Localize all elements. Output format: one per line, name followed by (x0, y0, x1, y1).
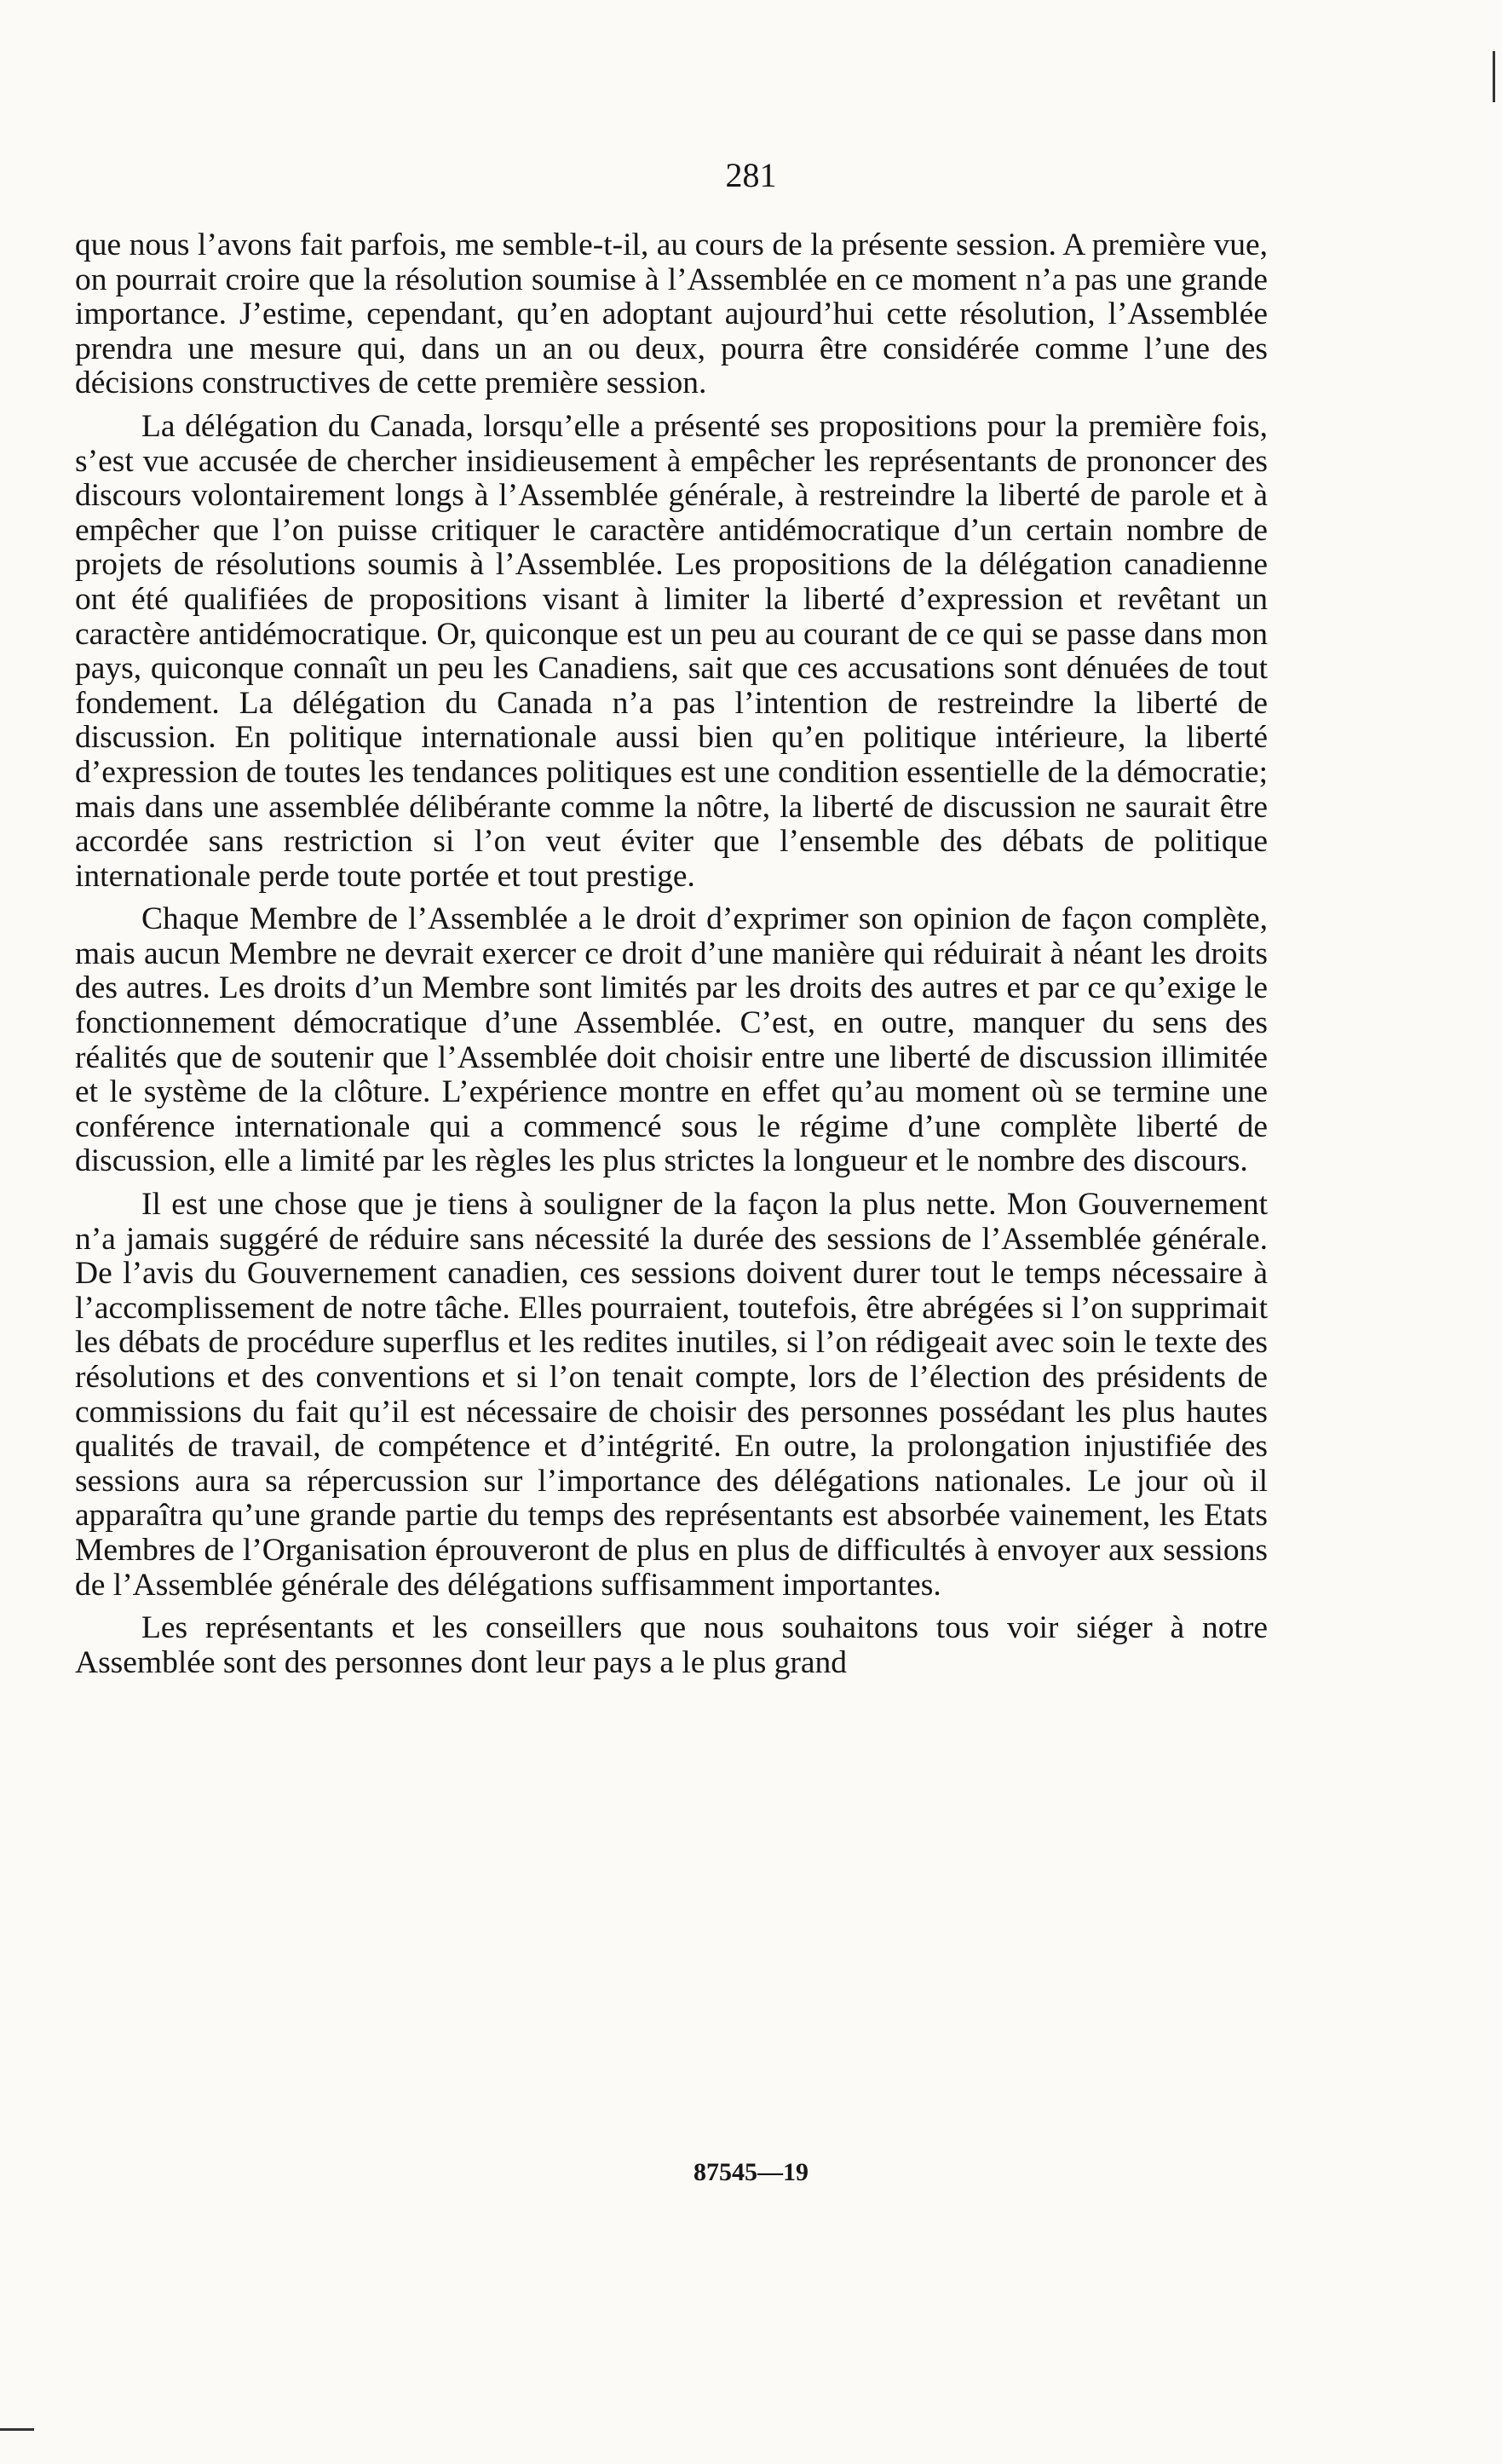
printer-signature-mark: 87545—19 (693, 2158, 809, 2186)
paragraph-4: Il est une chose que je tiens à souligner de la façon la plus nette. Mon Gouvernement n’a jamais suggéré de réduire sans nécessité la durée des sessions de l’Assemblée générale. De l’avis du Gouvernement canadien, ces sessions doivent durer tout le temps nécessaire à l’accomplissement de notre tâche. Elles pourraient, toutefois, être abrégées si l’on supprimait les débats de procédure superflus et les redites inutiles, si l’on rédigeait avec soin le texte des résolutions et des conventions et si l’on tenait compte, lors de l’élection des présidents de commissions du fait qu’il est nécessaire de choisir des personnes possédant les plus hautes qualités de travail, de compétence et d’intégrité. En outre, la prolongation injustifiée des sessions aura sa répercussion sur l’importance des délégations nationales. Le jour où il apparaîtra qu’une grande partie du temps des représentants est absorbée vainement, les Etats Membres de l’Organisation éprouveront de plus en plus de difficultés à envoyer aux sessions de l’Assemblée générale des délégations suffisamment importantes. (75, 1187, 1268, 1603)
paragraph-1: que nous l’avons fait parfois, me semble-t-il, au cours de la présente session. A première vue, on pourrait croire que la résolution soumise à l’Assemblée en ce moment n’a pas une grande importance. J’estime, cependant, qu’en adoptant aujourd’hui cette résolution, l’Assemblée prendra une mesure qui, dans un an ou deux, pourra être considérée comme l’une des décisions constructives de cette première session. (75, 227, 1268, 401)
paragraph-3: Chaque Membre de l’Assemblée a le droit d’exprimer son opinion de façon complète, mais aucun Membre ne devrait exercer ce droit d’une manière qui réduirait à néant les droits des autres. Les droits d’un Membre sont limités par les droits des autres et par ce qu’exige le fonctionnement démocratique d’une Assemblée. C’est, en outre, manquer du sens des réalités que de soutenir que l’Assemblée doit choisir entre une liberté de discussion illimitée et le système de la clôture. L’expérience montre en effet qu’au moment où se termine une conférence internationale qui a commencé sous le régime d’une complète liberté de discussion, elle a limité par les règles les plus strictes la longueur et le nombre des discours. (75, 901, 1268, 1179)
paragraph-5: Les représentants et les conseillers que nous souhaitons tous voir siéger à notre Assemblée sont des personnes dont leur pays a le plus grand (75, 1610, 1268, 1680)
page-number: 281 (725, 156, 777, 194)
body-text (75, 228, 1268, 1689)
scan-edge-mark-top (1493, 51, 1495, 102)
scan-edge-mark-bottom (0, 2428, 34, 2431)
paragraph-2: La délégation du Canada, lorsqu’elle a présenté ses propositions pour la première fois, s’est vue accusée de chercher insidieusement à empêcher les représentants de prononcer des discours volontairement longs à l’Assemblée générale, à restreindre la liberté de parole et à empêcher que l’on puisse critiquer le caractère antidémocratique d’un certain nombre de projets de résolutions soumis à l’Assemblée. Les propositions de la délégation canadienne ont été qualifiées de propositions visant à limiter la liberté d’expression et revêtant un caractère antidémocratique. Or, quiconque est un peu au courant de ce qui se passe dans mon pays, quiconque connaît un peu les Canadiens, sait que ces accusations sont dénuées de tout fondement. La délégation du Canada n’a pas l’intention de restreindre la liberté de discussion. En politique internationale aussi bien qu’en politique intérieure, la liberté d’expression de toutes les tendances politiques est une condition essentielle de la démocratie; mais dans une assemblée délibérante comme la nôtre, la liberté de discussion ne saurait être accordée sans restriction si l’on veut éviter que l’ensemble des débats de politique internationale perde toute portée et tout prestige. (75, 408, 1268, 894)
